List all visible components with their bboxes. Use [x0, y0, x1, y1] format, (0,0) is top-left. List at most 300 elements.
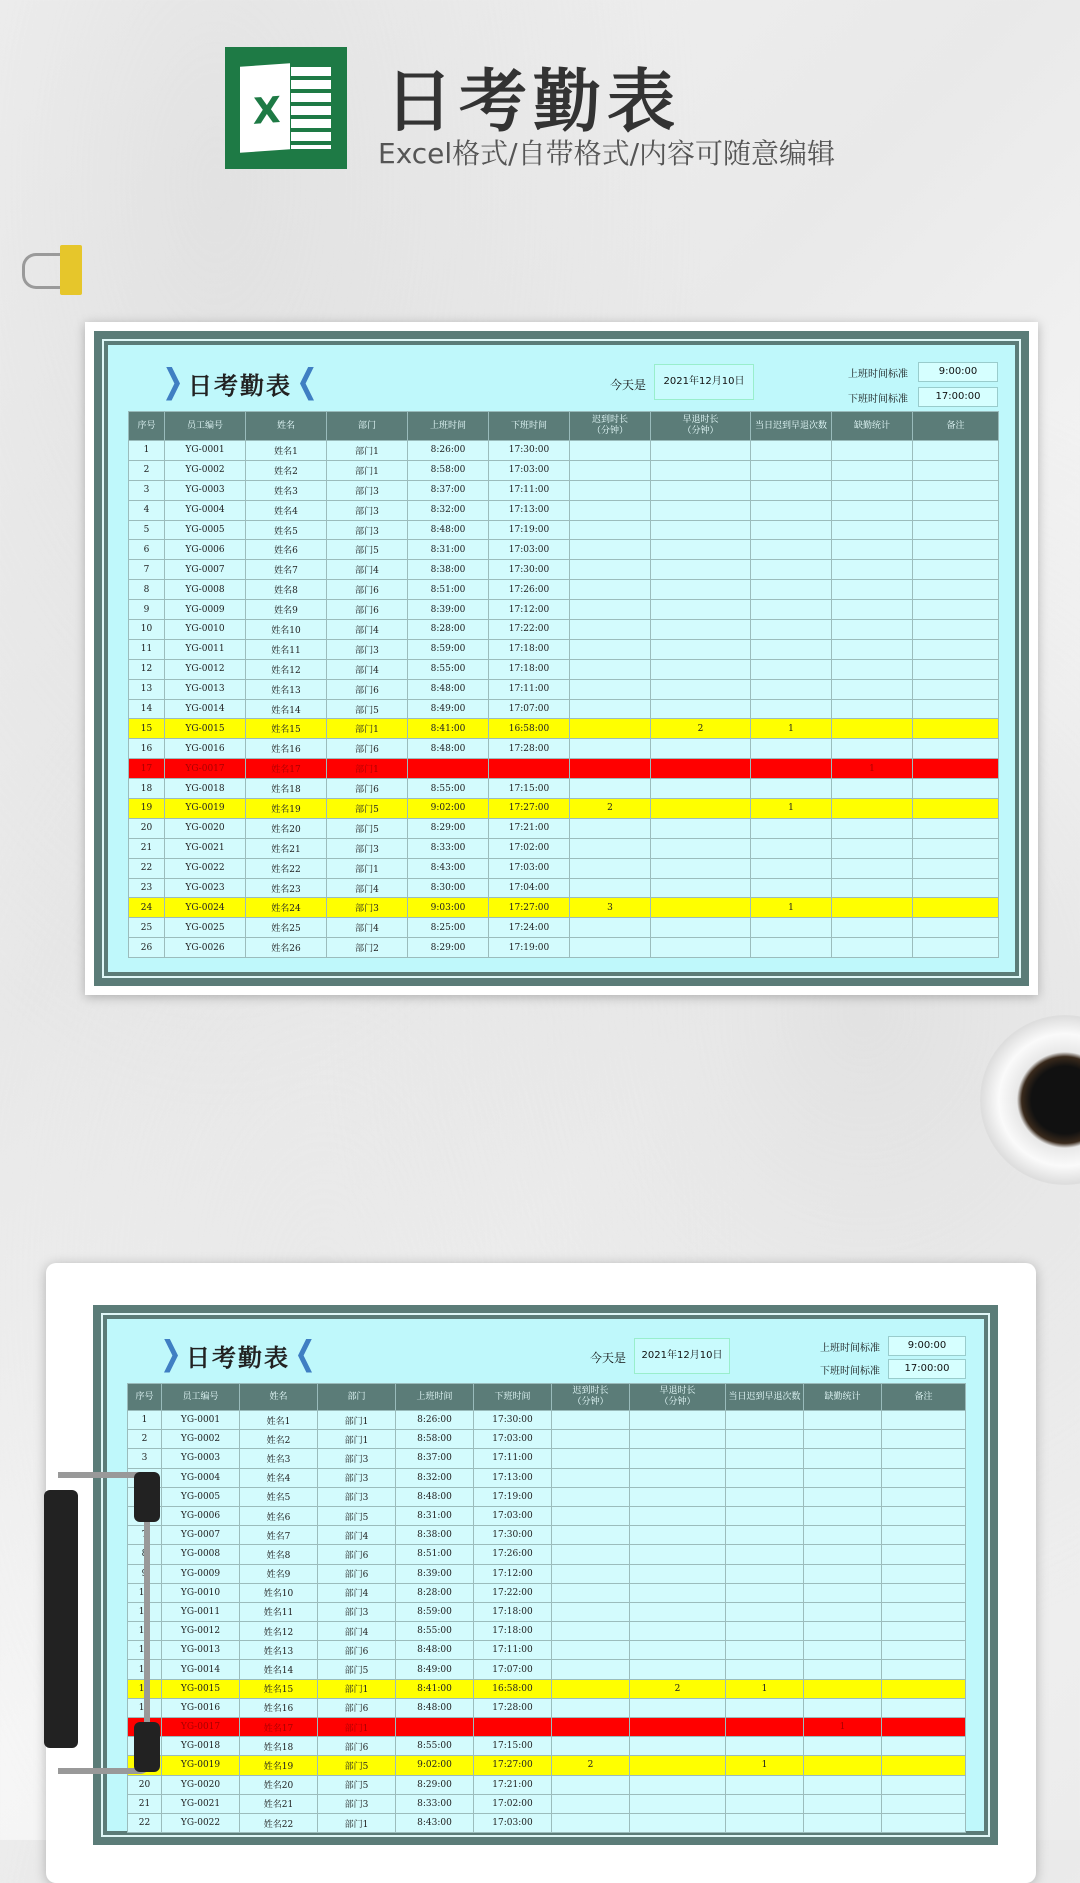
table-cell[interactable]: [570, 460, 651, 480]
table-cell[interactable]: 10: [128, 1583, 162, 1602]
table-cell[interactable]: [630, 1449, 726, 1468]
table-cell[interactable]: 8:37:00: [396, 1449, 474, 1468]
table-cell[interactable]: 部门3: [327, 520, 408, 540]
table-cell[interactable]: 姓名16: [246, 739, 327, 759]
table-cell[interactable]: 部门5: [318, 1775, 396, 1794]
table-cell[interactable]: YG-0017: [162, 1718, 240, 1737]
table-cell[interactable]: [832, 938, 913, 958]
table-cell[interactable]: [913, 918, 999, 938]
table-cell[interactable]: 1: [804, 1718, 882, 1737]
table-cell[interactable]: [751, 759, 832, 779]
table-cell[interactable]: 部门6: [327, 679, 408, 699]
table-cell[interactable]: 部门5: [318, 1660, 396, 1679]
table-cell[interactable]: 部门6: [318, 1698, 396, 1717]
table-cell[interactable]: [489, 759, 570, 779]
table-cell[interactable]: 17:30:00: [474, 1411, 552, 1430]
table-cell[interactable]: 8:55:00: [408, 779, 489, 799]
table-cell[interactable]: YG-0013: [165, 679, 246, 699]
table-cell[interactable]: [882, 1506, 966, 1525]
table-cell[interactable]: 部门3: [327, 480, 408, 500]
table-cell[interactable]: [804, 1526, 882, 1545]
table-cell[interactable]: 8:48:00: [408, 739, 489, 759]
table-cell[interactable]: YG-0009: [162, 1564, 240, 1583]
table-cell[interactable]: [804, 1813, 882, 1832]
table-cell[interactable]: 17:12:00: [474, 1564, 552, 1583]
table-cell[interactable]: [726, 1583, 804, 1602]
table-cell[interactable]: 9:02:00: [396, 1756, 474, 1775]
table-cell[interactable]: YG-0021: [165, 838, 246, 858]
table-cell[interactable]: 16: [128, 1698, 162, 1717]
table-cell[interactable]: 8: [129, 580, 165, 600]
table-cell[interactable]: [832, 858, 913, 878]
table-cell[interactable]: 1: [751, 898, 832, 918]
table-cell[interactable]: [832, 480, 913, 500]
table-cell[interactable]: 姓名2: [240, 1430, 318, 1449]
table-cell[interactable]: 部门6: [327, 739, 408, 759]
table-cell[interactable]: [630, 1775, 726, 1794]
table-cell[interactable]: YG-0018: [165, 779, 246, 799]
table-cell[interactable]: 17:21:00: [489, 818, 570, 838]
table-cell[interactable]: [552, 1698, 630, 1717]
table-cell[interactable]: 17:13:00: [489, 500, 570, 520]
table-cell[interactable]: [751, 460, 832, 480]
table-cell[interactable]: [630, 1526, 726, 1545]
table-cell[interactable]: 19: [129, 799, 165, 819]
table-cell[interactable]: [913, 759, 999, 779]
table-cell[interactable]: 8:58:00: [396, 1430, 474, 1449]
table-cell[interactable]: [552, 1775, 630, 1794]
table-cell[interactable]: [651, 799, 751, 819]
table-cell[interactable]: 11: [129, 639, 165, 659]
table-cell[interactable]: [552, 1813, 630, 1832]
table-cell[interactable]: [913, 600, 999, 620]
table-cell[interactable]: [630, 1487, 726, 1506]
table-cell[interactable]: [913, 679, 999, 699]
table-cell[interactable]: 8:59:00: [396, 1602, 474, 1621]
table-cell[interactable]: 姓名10: [240, 1583, 318, 1602]
table-cell[interactable]: [552, 1545, 630, 1564]
table-cell[interactable]: 17:28:00: [474, 1698, 552, 1717]
column-header[interactable]: 员工编号: [165, 412, 246, 441]
table-cell[interactable]: 17:03:00: [489, 460, 570, 480]
table-cell[interactable]: 13: [128, 1641, 162, 1660]
table-cell[interactable]: YG-0014: [162, 1660, 240, 1679]
table-cell[interactable]: 姓名5: [240, 1487, 318, 1506]
table-cell[interactable]: [832, 779, 913, 799]
table-cell[interactable]: 8:41:00: [408, 719, 489, 739]
table-cell[interactable]: 17:27:00: [489, 799, 570, 819]
table-cell[interactable]: [552, 1679, 630, 1698]
column-header[interactable]: 当日迟到早退次数: [751, 412, 832, 441]
table-cell[interactable]: 部门4: [327, 620, 408, 640]
table-cell[interactable]: [651, 580, 751, 600]
table-cell[interactable]: 2: [552, 1756, 630, 1775]
table-cell[interactable]: YG-0019: [162, 1756, 240, 1775]
table-cell[interactable]: [804, 1698, 882, 1717]
table-cell[interactable]: 17:11:00: [474, 1641, 552, 1660]
table-cell[interactable]: [630, 1641, 726, 1660]
table-cell[interactable]: [651, 938, 751, 958]
table-cell[interactable]: [570, 659, 651, 679]
table-cell[interactable]: [651, 659, 751, 679]
table-cell[interactable]: 1: [726, 1756, 804, 1775]
table-cell[interactable]: [552, 1564, 630, 1583]
table-cell[interactable]: 姓名24: [246, 898, 327, 918]
table-cell[interactable]: 8:29:00: [408, 938, 489, 958]
table-cell[interactable]: 部门1: [318, 1411, 396, 1430]
table-cell[interactable]: 姓名1: [240, 1411, 318, 1430]
column-header[interactable]: 迟到时长 （分钟）: [552, 1384, 630, 1411]
table-cell[interactable]: [913, 460, 999, 480]
table-cell[interactable]: [726, 1411, 804, 1430]
table-cell[interactable]: [552, 1794, 630, 1813]
table-cell[interactable]: 部门4: [327, 878, 408, 898]
table-cell[interactable]: 部门6: [327, 580, 408, 600]
table-cell[interactable]: [630, 1813, 726, 1832]
table-cell[interactable]: [630, 1411, 726, 1430]
table-cell[interactable]: 姓名1: [246, 441, 327, 461]
table-cell[interactable]: [882, 1468, 966, 1487]
table-cell[interactable]: 姓名11: [246, 639, 327, 659]
table-cell[interactable]: YG-0026: [165, 938, 246, 958]
column-header[interactable]: 早退时长 （分钟）: [651, 412, 751, 441]
table-cell[interactable]: 姓名20: [240, 1775, 318, 1794]
table-cell[interactable]: 部门5: [318, 1756, 396, 1775]
table-cell[interactable]: 8:55:00: [408, 659, 489, 679]
table-cell[interactable]: YG-0007: [162, 1526, 240, 1545]
table-cell[interactable]: 17:30:00: [474, 1526, 552, 1545]
table-cell[interactable]: [570, 838, 651, 858]
table-cell[interactable]: 17:28:00: [489, 739, 570, 759]
table-cell[interactable]: 9:02:00: [408, 799, 489, 819]
end-time-field[interactable]: 17:00:00: [888, 1359, 966, 1379]
table-cell[interactable]: 17:27:00: [474, 1756, 552, 1775]
table-cell[interactable]: YG-0011: [165, 639, 246, 659]
table-cell[interactable]: [726, 1545, 804, 1564]
table-cell[interactable]: 8:59:00: [408, 639, 489, 659]
table-cell[interactable]: [726, 1698, 804, 1717]
table-cell[interactable]: 8:29:00: [396, 1775, 474, 1794]
table-cell[interactable]: YG-0009: [165, 600, 246, 620]
table-cell[interactable]: 8:29:00: [408, 818, 489, 838]
column-header[interactable]: 备注: [913, 412, 999, 441]
column-header[interactable]: 备注: [882, 1384, 966, 1411]
table-cell[interactable]: [651, 639, 751, 659]
start-time-field[interactable]: 9:00:00: [888, 1336, 966, 1356]
table-cell[interactable]: [630, 1545, 726, 1564]
start-time-field[interactable]: 9:00:00: [918, 362, 998, 382]
table-cell[interactable]: 部门1: [327, 759, 408, 779]
table-cell[interactable]: 姓名15: [240, 1679, 318, 1698]
table-cell[interactable]: 8:41:00: [396, 1679, 474, 1698]
table-cell[interactable]: 8:51:00: [396, 1545, 474, 1564]
table-cell[interactable]: [552, 1506, 630, 1525]
table-cell[interactable]: 姓名17: [240, 1718, 318, 1737]
table-cell[interactable]: [882, 1718, 966, 1737]
table-cell[interactable]: 8:48:00: [396, 1698, 474, 1717]
table-cell[interactable]: YG-0017: [165, 759, 246, 779]
table-cell[interactable]: [882, 1641, 966, 1660]
table-cell[interactable]: [882, 1487, 966, 1506]
table-cell[interactable]: 5: [129, 520, 165, 540]
table-cell[interactable]: [751, 520, 832, 540]
table-cell[interactable]: [651, 699, 751, 719]
table-cell[interactable]: 17:22:00: [474, 1583, 552, 1602]
table-cell[interactable]: [804, 1564, 882, 1583]
table-cell[interactable]: [651, 460, 751, 480]
table-cell[interactable]: 姓名19: [240, 1756, 318, 1775]
table-cell[interactable]: [832, 560, 913, 580]
table-cell[interactable]: 14: [129, 699, 165, 719]
table-cell[interactable]: 8:33:00: [396, 1794, 474, 1813]
table-cell[interactable]: [651, 520, 751, 540]
table-cell[interactable]: [882, 1602, 966, 1621]
table-cell[interactable]: [552, 1430, 630, 1449]
table-cell[interactable]: YG-0013: [162, 1641, 240, 1660]
table-cell[interactable]: YG-0006: [165, 540, 246, 560]
table-cell[interactable]: 姓名3: [246, 480, 327, 500]
table-cell[interactable]: 1: [726, 1679, 804, 1698]
table-cell[interactable]: 姓名19: [246, 799, 327, 819]
table-cell[interactable]: [570, 600, 651, 620]
table-cell[interactable]: 16: [129, 739, 165, 759]
table-cell[interactable]: 17:13:00: [474, 1468, 552, 1487]
table-cell[interactable]: [570, 540, 651, 560]
table-cell[interactable]: 17:18:00: [474, 1602, 552, 1621]
table-cell[interactable]: [630, 1794, 726, 1813]
table-cell[interactable]: [552, 1468, 630, 1487]
table-cell[interactable]: [804, 1641, 882, 1660]
table-cell[interactable]: 8:39:00: [396, 1564, 474, 1583]
table-cell[interactable]: 8:28:00: [396, 1583, 474, 1602]
table-cell[interactable]: YG-0002: [162, 1430, 240, 1449]
table-cell[interactable]: [804, 1660, 882, 1679]
column-header[interactable]: 下班时间: [474, 1384, 552, 1411]
table-cell[interactable]: [630, 1756, 726, 1775]
table-cell[interactable]: 20: [129, 818, 165, 838]
table-cell[interactable]: YG-0018: [162, 1737, 240, 1756]
table-cell[interactable]: 21: [129, 838, 165, 858]
table-cell[interactable]: [882, 1526, 966, 1545]
table-cell[interactable]: [552, 1622, 630, 1641]
table-cell[interactable]: YG-0019: [165, 799, 246, 819]
table-cell[interactable]: 部门3: [318, 1487, 396, 1506]
column-header[interactable]: 缺勤统计: [832, 412, 913, 441]
table-cell[interactable]: YG-0022: [162, 1813, 240, 1832]
table-cell[interactable]: 姓名21: [240, 1794, 318, 1813]
table-cell[interactable]: [570, 520, 651, 540]
table-cell[interactable]: [832, 659, 913, 679]
table-cell[interactable]: YG-0016: [162, 1698, 240, 1717]
table-cell[interactable]: 22: [129, 858, 165, 878]
table-cell[interactable]: 17:02:00: [474, 1794, 552, 1813]
table-cell[interactable]: 部门3: [318, 1794, 396, 1813]
table-cell[interactable]: 部门5: [327, 818, 408, 838]
table-cell[interactable]: 姓名20: [246, 818, 327, 838]
table-cell[interactable]: [882, 1449, 966, 1468]
table-cell[interactable]: [651, 540, 751, 560]
table-cell[interactable]: 姓名25: [246, 918, 327, 938]
table-cell[interactable]: [630, 1506, 726, 1525]
table-cell[interactable]: [570, 441, 651, 461]
table-cell[interactable]: 部门6: [327, 600, 408, 620]
table-cell[interactable]: YG-0001: [162, 1411, 240, 1430]
table-cell[interactable]: 姓名14: [246, 699, 327, 719]
table-cell[interactable]: YG-0021: [162, 1794, 240, 1813]
table-cell[interactable]: 8:26:00: [408, 441, 489, 461]
table-cell[interactable]: [804, 1622, 882, 1641]
table-cell[interactable]: 部门3: [327, 639, 408, 659]
table-cell[interactable]: 部门4: [318, 1526, 396, 1545]
table-cell[interactable]: 部门4: [318, 1622, 396, 1641]
table-cell[interactable]: 8:51:00: [408, 580, 489, 600]
table-cell[interactable]: [751, 480, 832, 500]
table-cell[interactable]: YG-0012: [165, 659, 246, 679]
table-cell[interactable]: [882, 1775, 966, 1794]
table-cell[interactable]: YG-0006: [162, 1506, 240, 1525]
table-cell[interactable]: 8:31:00: [396, 1506, 474, 1525]
table-cell[interactable]: [726, 1449, 804, 1468]
table-cell[interactable]: 姓名23: [246, 878, 327, 898]
table-cell[interactable]: 17:19:00: [489, 520, 570, 540]
table-cell[interactable]: [751, 699, 832, 719]
table-cell[interactable]: 17:15:00: [489, 779, 570, 799]
table-cell[interactable]: 6: [129, 540, 165, 560]
table-cell[interactable]: [630, 1583, 726, 1602]
column-header[interactable]: 姓名: [246, 412, 327, 441]
table-cell[interactable]: [552, 1718, 630, 1737]
table-cell[interactable]: 姓名16: [240, 1698, 318, 1717]
table-cell[interactable]: [804, 1679, 882, 1698]
table-cell[interactable]: 17:03:00: [474, 1430, 552, 1449]
table-cell[interactable]: 26: [129, 938, 165, 958]
table-cell[interactable]: [651, 500, 751, 520]
table-cell[interactable]: [726, 1794, 804, 1813]
table-cell[interactable]: 部门4: [327, 560, 408, 580]
table-cell[interactable]: 2: [630, 1679, 726, 1698]
table-cell[interactable]: 部门6: [318, 1545, 396, 1564]
table-cell[interactable]: 姓名12: [240, 1622, 318, 1641]
table-cell[interactable]: 17:11:00: [489, 679, 570, 699]
table-cell[interactable]: 部门1: [318, 1813, 396, 1832]
table-cell[interactable]: 部门1: [318, 1718, 396, 1737]
table-cell[interactable]: YG-0003: [162, 1449, 240, 1468]
column-header[interactable]: 序号: [128, 1384, 162, 1411]
table-cell[interactable]: 17:21:00: [474, 1775, 552, 1794]
table-cell[interactable]: 姓名2: [246, 460, 327, 480]
table-cell[interactable]: 部门2: [327, 938, 408, 958]
table-cell[interactable]: [396, 1718, 474, 1737]
table-cell[interactable]: [804, 1756, 882, 1775]
table-cell[interactable]: 9:03:00: [408, 898, 489, 918]
table-cell[interactable]: 17:03:00: [489, 858, 570, 878]
table-cell[interactable]: [832, 878, 913, 898]
table-cell[interactable]: [751, 878, 832, 898]
table-cell[interactable]: 部门4: [318, 1583, 396, 1602]
table-cell[interactable]: 姓名17: [246, 759, 327, 779]
table-cell[interactable]: [570, 719, 651, 739]
table-cell[interactable]: [751, 639, 832, 659]
table-cell[interactable]: 2: [570, 799, 651, 819]
table-cell[interactable]: [630, 1737, 726, 1756]
table-cell[interactable]: [474, 1718, 552, 1737]
table-cell[interactable]: YG-0004: [162, 1468, 240, 1487]
table-cell[interactable]: 10: [129, 620, 165, 640]
table-cell[interactable]: [570, 679, 651, 699]
table-cell[interactable]: [552, 1487, 630, 1506]
table-cell[interactable]: [552, 1526, 630, 1545]
table-cell[interactable]: 21: [128, 1794, 162, 1813]
table-cell[interactable]: 23: [129, 878, 165, 898]
table-cell[interactable]: YG-0016: [165, 739, 246, 759]
table-cell[interactable]: [882, 1794, 966, 1813]
table-cell[interactable]: 17:02:00: [489, 838, 570, 858]
table-cell[interactable]: 17:27:00: [489, 898, 570, 918]
table-cell[interactable]: [913, 898, 999, 918]
table-cell[interactable]: [570, 779, 651, 799]
table-cell[interactable]: [651, 858, 751, 878]
table-cell[interactable]: 2: [129, 460, 165, 480]
table-cell[interactable]: 17:15:00: [474, 1737, 552, 1756]
table-cell[interactable]: 11: [128, 1602, 162, 1621]
table-cell[interactable]: 8:48:00: [396, 1487, 474, 1506]
table-cell[interactable]: [804, 1411, 882, 1430]
table-cell[interactable]: 18: [129, 779, 165, 799]
table-cell[interactable]: [751, 560, 832, 580]
table-cell[interactable]: [804, 1449, 882, 1468]
table-cell[interactable]: [726, 1487, 804, 1506]
table-cell[interactable]: 姓名9: [240, 1564, 318, 1583]
table-cell[interactable]: 8:55:00: [396, 1737, 474, 1756]
table-cell[interactable]: YG-0011: [162, 1602, 240, 1621]
table-cell[interactable]: 17:26:00: [489, 580, 570, 600]
column-header[interactable]: 下班时间: [489, 412, 570, 441]
today-date-field[interactable]: 2021年12月10日: [654, 364, 754, 400]
table-cell[interactable]: [751, 659, 832, 679]
table-cell[interactable]: [552, 1411, 630, 1430]
table-cell[interactable]: 8:33:00: [408, 838, 489, 858]
table-cell[interactable]: [751, 779, 832, 799]
table-cell[interactable]: 姓名11: [240, 1602, 318, 1621]
table-cell[interactable]: [726, 1430, 804, 1449]
table-cell[interactable]: 部门3: [318, 1449, 396, 1468]
table-cell[interactable]: 17:11:00: [489, 480, 570, 500]
table-cell[interactable]: [726, 1718, 804, 1737]
table-cell[interactable]: [630, 1468, 726, 1487]
table-cell[interactable]: [882, 1756, 966, 1775]
table-cell[interactable]: 8:38:00: [408, 560, 489, 580]
table-cell[interactable]: [913, 699, 999, 719]
table-cell[interactable]: [570, 560, 651, 580]
table-cell[interactable]: [726, 1641, 804, 1660]
table-cell[interactable]: [751, 938, 832, 958]
column-header[interactable]: 当日迟到早退次数: [726, 1384, 804, 1411]
table-cell[interactable]: [882, 1660, 966, 1679]
table-cell[interactable]: [804, 1487, 882, 1506]
table-cell[interactable]: 部门4: [327, 918, 408, 938]
table-cell[interactable]: [913, 779, 999, 799]
table-cell[interactable]: 17:18:00: [489, 639, 570, 659]
table-cell[interactable]: [882, 1737, 966, 1756]
table-cell[interactable]: YG-0010: [165, 620, 246, 640]
table-cell[interactable]: [726, 1813, 804, 1832]
table-cell[interactable]: [751, 858, 832, 878]
table-cell[interactable]: [630, 1602, 726, 1621]
table-cell[interactable]: [913, 480, 999, 500]
table-cell[interactable]: [882, 1430, 966, 1449]
column-header[interactable]: 姓名: [240, 1384, 318, 1411]
table-cell[interactable]: 姓名5: [246, 520, 327, 540]
